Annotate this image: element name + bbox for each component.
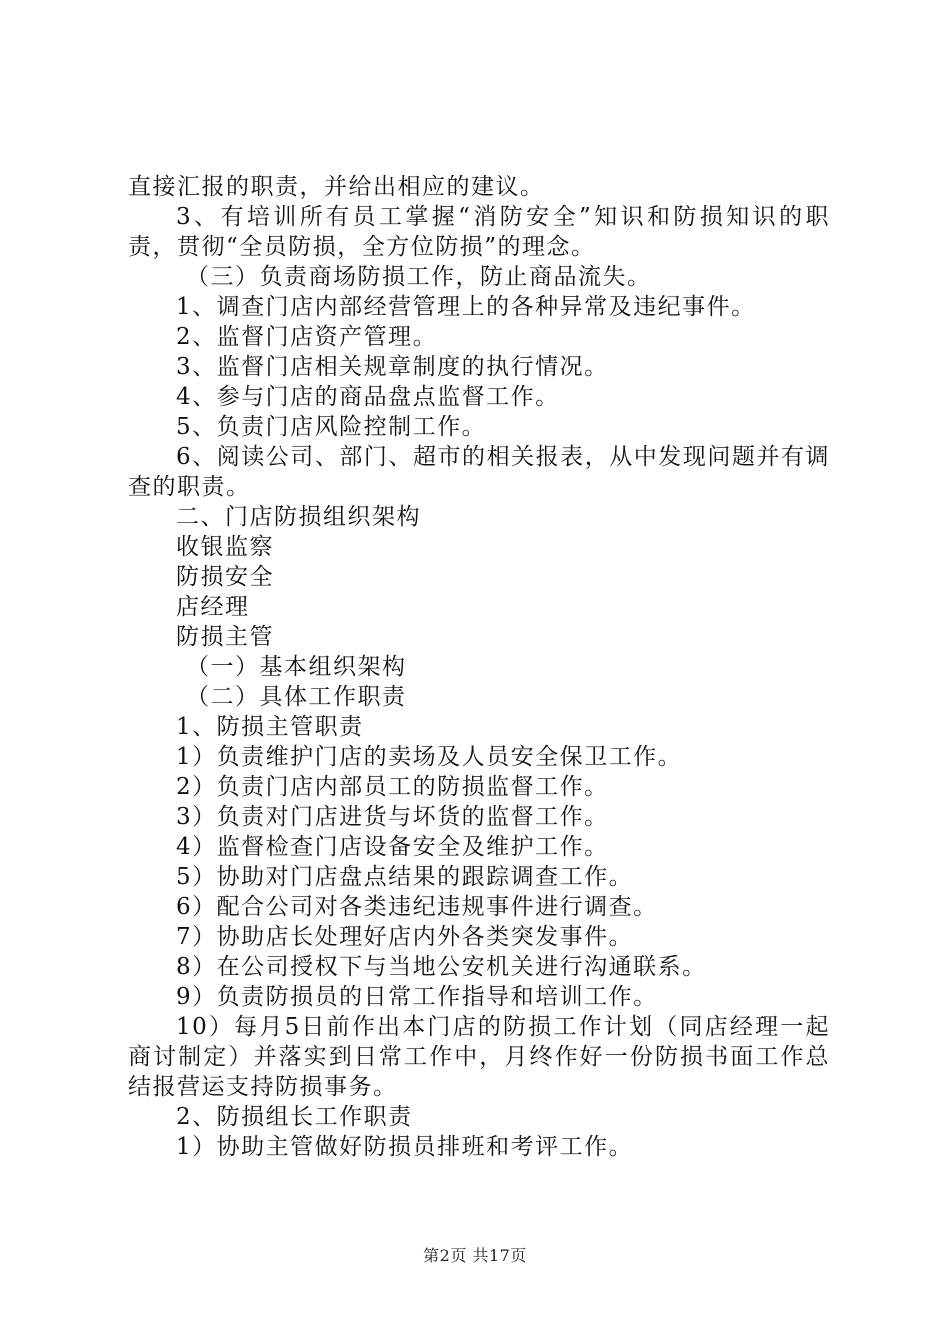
paragraph: 3、监督门店相关规章制度的执行情况。 <box>176 354 609 380</box>
org-item: 防损安全 <box>176 564 274 590</box>
list-item: 2）负责门店内部员工的防损监督工作。 <box>176 774 609 800</box>
paragraph: 6、阅读公司、部门、超市的相关报表，从中发现问题并有调查的职责。 <box>128 444 830 500</box>
section-heading: （三）负责商场防损工作，防止商品流失。 <box>186 264 652 290</box>
list-item: 9）负责防损员的日常工作指导和培训工作。 <box>176 984 658 1010</box>
paragraph: 直接汇报的职责，并给出相应的建议。 <box>128 174 545 200</box>
list-item: 1）负责维护门店的卖场及人员安全保卫工作。 <box>176 744 683 770</box>
list-item: 6）配合公司对各类违纪违规事件进行调查。 <box>176 894 658 920</box>
subsection-heading: 2、防损组长工作职责 <box>176 1104 413 1130</box>
list-item: 1）协助主管做好防损员排班和考评工作。 <box>176 1134 634 1160</box>
org-item: 防损主管 <box>176 624 274 650</box>
list-item: 8）在公司授权下与当地公安机关进行沟通联系。 <box>176 954 707 980</box>
list-item: 4）监督检查门店设备安全及维护工作。 <box>176 834 609 860</box>
section-heading: （二）具体工作职责 <box>186 684 407 710</box>
list-item: 7）协助店长处理好店内外各类突发事件。 <box>176 924 634 950</box>
section-heading: 二、门店防损组织架构 <box>176 504 421 530</box>
paragraph: 5、负责门店风险控制工作。 <box>176 414 487 440</box>
list-item: 5）协助对门店盘点结果的跟踪调查工作。 <box>176 864 634 890</box>
org-item: 店经理 <box>176 594 250 620</box>
org-item: 收银监察 <box>176 534 274 560</box>
section-heading: （一）基本组织架构 <box>186 654 407 680</box>
paragraph: 4、参与门店的商品盘点监督工作。 <box>176 384 560 410</box>
subsection-heading: 1、防损主管职责 <box>176 714 364 740</box>
paragraph: 2、监督门店资产管理。 <box>176 324 438 350</box>
page-footer: 第2页 共17页 <box>423 1246 527 1265</box>
paragraph: 3、有培训所有员工掌握“消防安全”知识和防损知识的职责，贯彻“全员防损，全方位防损”的理念。 <box>128 204 830 260</box>
list-item: 3）负责对门店进货与坏货的监督工作。 <box>176 804 609 830</box>
list-item: 10）每月5日前作出本门店的防损工作计划（同店经理一起商讨制定）并落实到日常工作中，月终作好一份防损书面工作总结报营运支持防损事务。 <box>128 1014 830 1100</box>
paragraph: 1、调查门店内部经营管理上的各种异常及违纪事件。 <box>176 294 756 320</box>
document-body <box>128 172 830 1162</box>
